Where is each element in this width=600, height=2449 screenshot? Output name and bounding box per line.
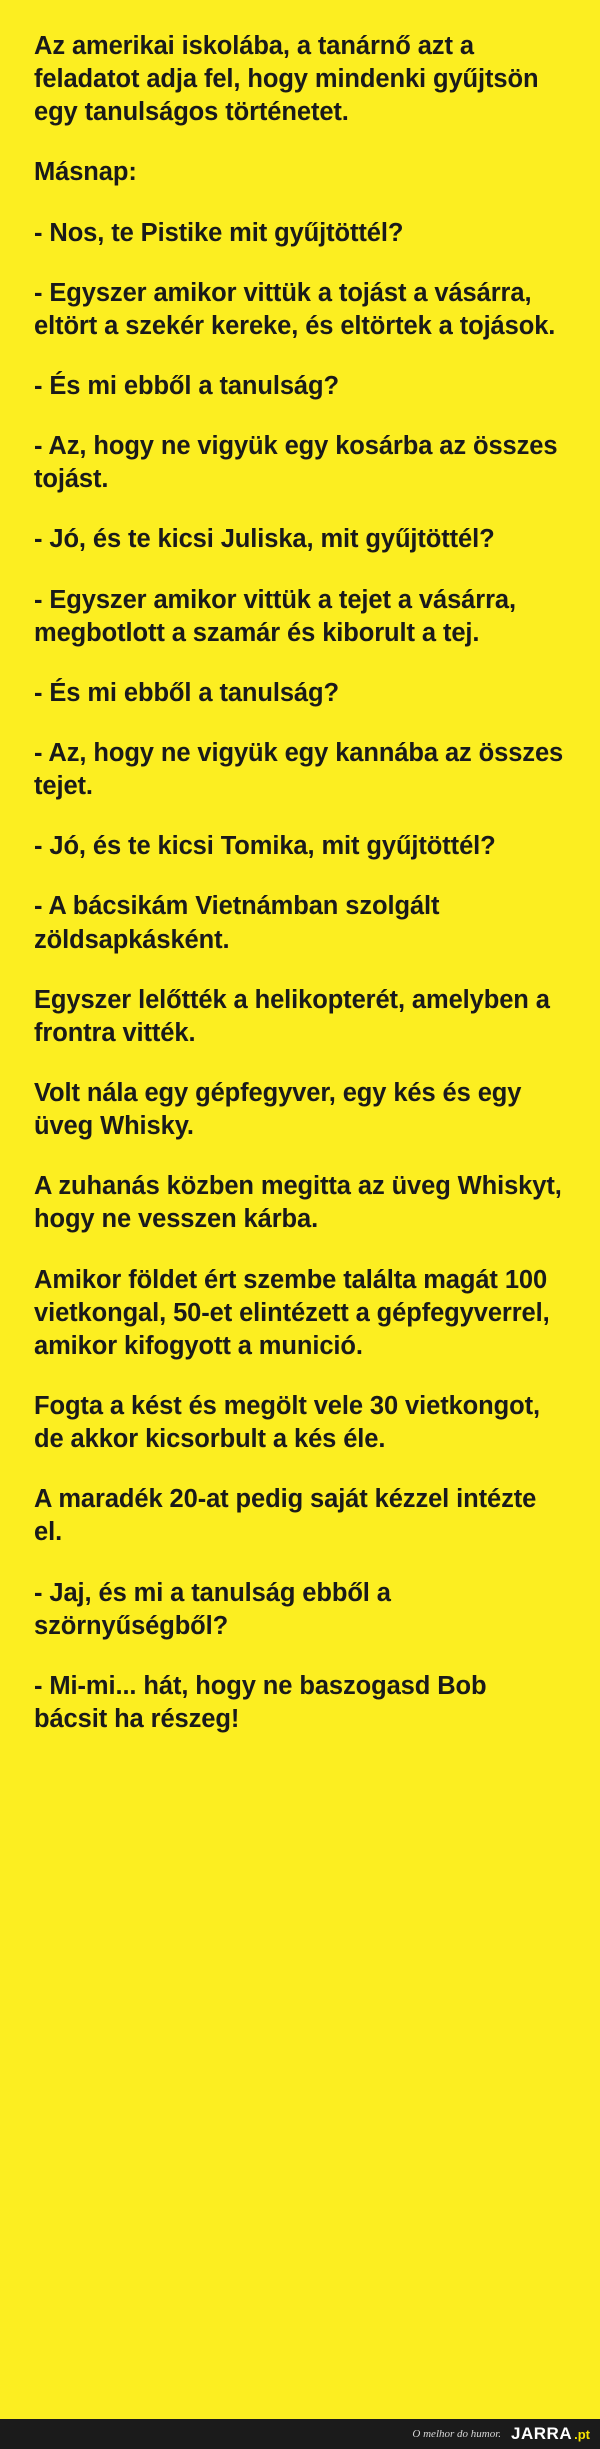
footer-bar — [0, 2419, 600, 2449]
joke-paragraph: - Jó, és te kicsi Tomika, mit gyűjtöttél? — [34, 832, 496, 861]
joke-paragraph: - Jó, és te kicsi Juliska, mit gyűjtöttél? — [34, 525, 495, 554]
joke-text-body — [34, 30, 566, 2449]
footer-tagline: O melhor do humor. — [412, 2428, 502, 2440]
joke-paragraph: Másnap: — [34, 158, 137, 187]
joke-paragraph: Amikor földet ért szembe találta magát 100 vietkongal, 50-et elintézett a gépfegyverrel, amikor kifogyott a munició. — [34, 1265, 550, 1360]
joke-paragraph: - És mi ebből a tanulság? — [34, 371, 339, 400]
joke-paragraph: - Egyszer amikor vittük a tejet a vásárra, megbotlott a szamár és kiborult a tej. — [34, 585, 516, 647]
joke-paragraph: Volt nála egy gépfegyver, egy kés és egy üveg Whisky. — [34, 1078, 522, 1141]
joke-paragraph: Az amerikai iskolába, a tanárnő azt a feladatot adja fel, hogy mindenki gyűjtsön egy tanulságos történetet. — [34, 32, 539, 127]
joke-paragraph: - Nos, te Pistike mit gyűjtöttél? — [34, 218, 404, 247]
joke-paragraph: A maradék 20-at pedig saját kézzel intézte el. — [34, 1485, 537, 1547]
joke-paragraph: - Az, hogy ne vigyük egy kosárba az összes tojást. — [34, 432, 558, 494]
site-logo-brand: JARRA — [511, 2424, 573, 2443]
joke-paragraph: Fogta a kést és megölt vele 30 vietkongot, de akkor kicsorbult a kés éle. — [34, 1391, 540, 1454]
joke-paragraph: - Egyszer amikor vittük a tojást a vásárra, eltört a szekér kereke, és eltörtek a tojások. — [34, 278, 556, 340]
joke-paragraph: - És mi ebből a tanulság? — [34, 678, 339, 707]
joke-paragraph: - Az, hogy ne vigyük egy kannába az összes tejet. — [34, 738, 564, 801]
joke-paragraph: Egyszer lelőtték a helikopterét, amelyben a frontra vitték. — [34, 985, 550, 1047]
site-logo — [511, 2424, 590, 2444]
joke-paragraph: - Mi-mi... hát, hogy ne baszogasd Bob bácsit ha részeg! — [34, 1671, 487, 1733]
joke-paragraph: - Jaj, és mi a tanulság ebből a szörnyűségből? — [34, 1578, 391, 1640]
joke-paragraph: A zuhanás közben megitta az üveg Whiskyt, hogy ne vesszen kárba. — [34, 1172, 562, 1234]
bottom-spacer — [34, 1763, 566, 1809]
joke-paragraph: - A bácsikám Vietnámban szolgált zöldsapkásként. — [34, 892, 440, 954]
site-logo-tld: .pt — [574, 2427, 590, 2442]
